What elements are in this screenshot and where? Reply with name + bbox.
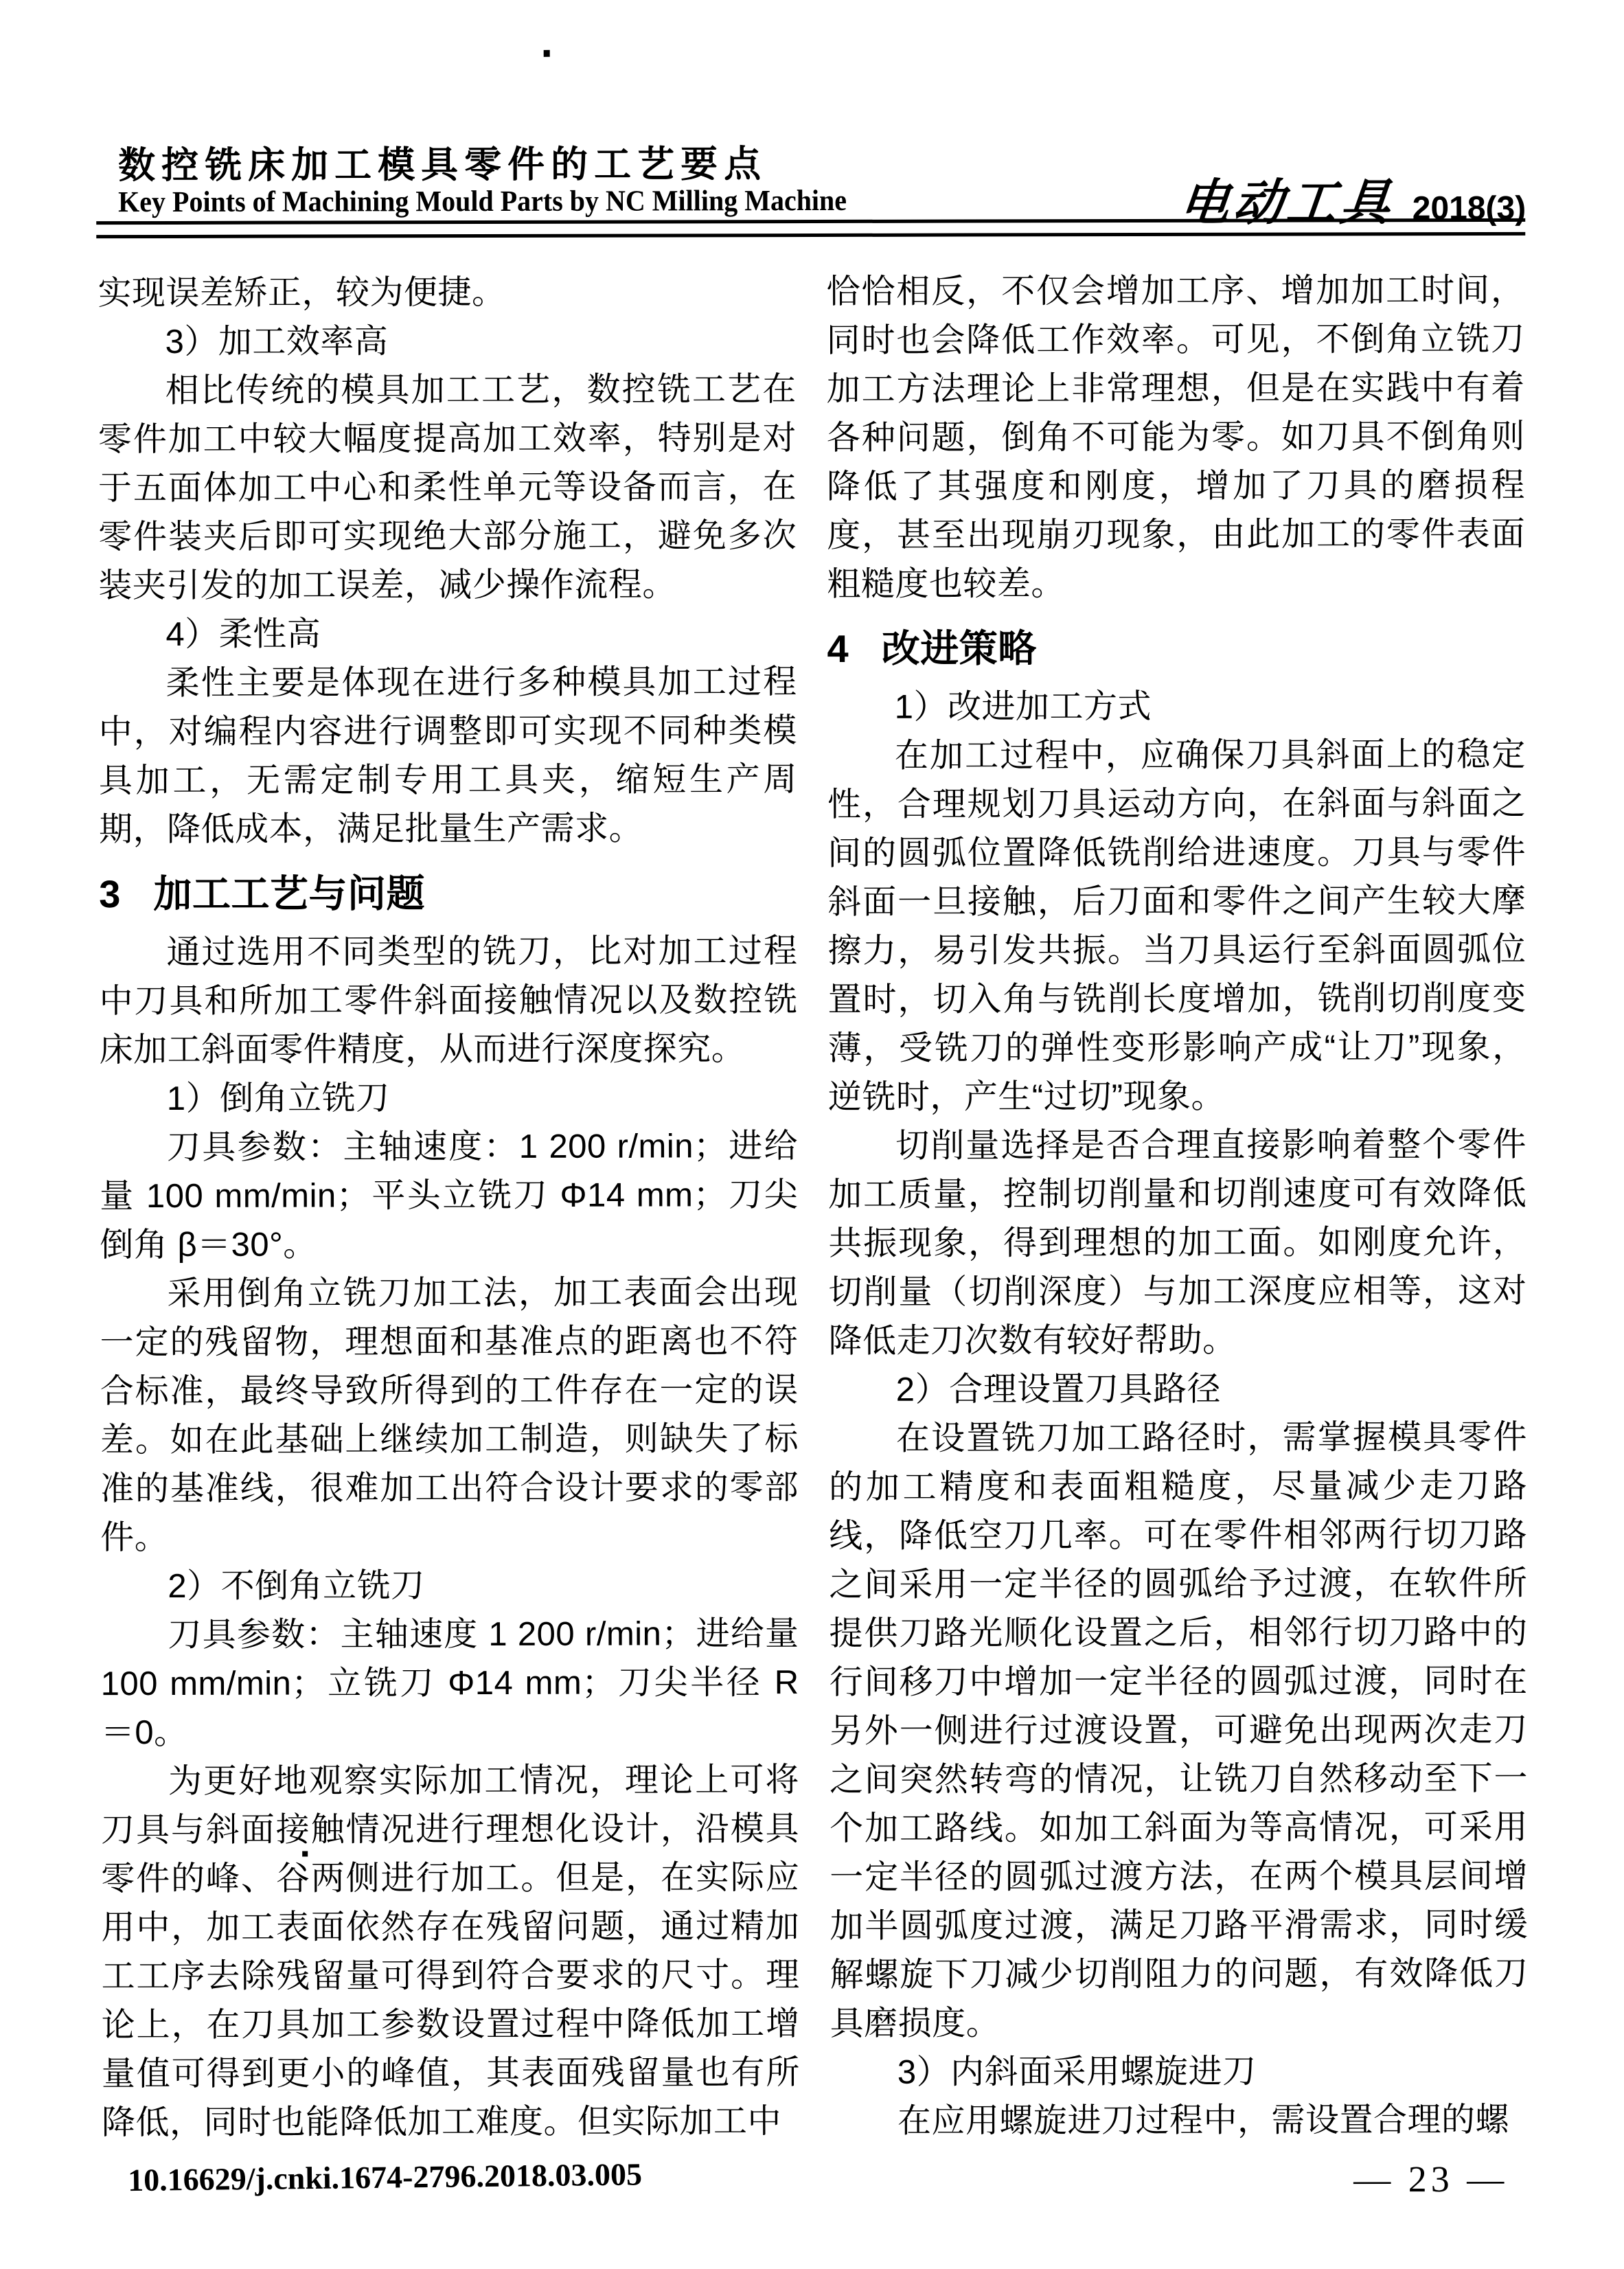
paragraph: 在加工过程中，应确保刀具斜面上的稳定性，合理规划刀具运动方向，在斜面与斜面之间的圆弧位置降低铣削给进速度。刀具与零件斜面一旦接触，后刀面和零件之间产生较大摩擦力，易引发共振。当刀具运行至斜面圆弧位置时，切入角与铣削长度增加，铣削切削度变薄，受铣刀的弹性变形影响产成“让刀”现象，逆铣时，产生“过切”现象。 [827,736,1526,1116]
paragraph: 4）柔性高 [165,615,321,653]
section-heading [827,626,1525,671]
header-double-rule [96,218,1525,238]
paragraph: 2）不倒角立铣刀 [168,1567,425,1605]
section-number: 3 [99,872,121,916]
paragraph-continuation: 恰恰相反，不仅会增加工序、增加加工时间，同时也会降低工作效率。可见，不倒角立铣刀加工方法理论上非常理想，但是在实践中有着各种问题，倒角不可能为零。如刀具不倒角则降低了其强度和刚度，增加了刀具的磨损程度，甚至出现崩刃现象，由此加工的零件表面粗糙度也较差。 [826,271,1526,603]
paragraph: 刀具参数：主轴速度 1 200 r/min；进给量 100 mm/min；立铣刀 Φ14 mm；刀尖半径 R＝0。 [100,1615,799,1752]
section-title: 加工工艺与问题 [153,871,426,916]
paragraph: 在设置铣刀加工路径时，需掌握模具零件的加工精度和表面粗糙度，尽量减少走刀路线，降低空刀几率。可在零件相邻两行切刀路之间采用一定半径的圆弧给予过渡，在软件所提供刀路光顺化设置之后，相邻行切刀路中的行间移刀中增加一定半径的圆弧过渡，同时在另外一侧进行过渡设置，可避免出现两次走刀之间突然转弯的情况，让铣刀自然移动至下一个加工路线。如加工斜面为等高情况，可采用一定半径的圆弧过渡方法，在两个模具层间增加半圆弧度过渡，满足刀路平滑需求，同时缓解螺旋下刀减少切削阻力的问题，有效降低刀具磨损度。 [829,1418,1529,2042]
paragraph: 相比传统的模具加工工艺，数控铣工艺在零件加工中较大幅度提高加工效率，特别是对于五面体加工中心和柔性单元等设备而言，在零件装夹后即可实现绝大部分施工，避免多次装夹引发的加工误差，减少操作流程。 [98,371,797,605]
article-title-chinese: 数控铣床加工模具零件的工艺要点 [117,144,768,187]
section-number: 4 [827,626,849,670]
paragraph: 刀具参数：主轴速度：1 200 r/min；进给量 100 mm/min；平头立铣刀 Φ14 mm；刀尖倒角 β＝30°。 [100,1128,799,1264]
paragraph: 1）改进加工方式 [894,687,1152,726]
paragraph: 通过选用不同类型的铣刀，比对加工过程中刀具和所加工零件斜面接触情况以及数控铣床加工斜面零件精度，从而进行深度探究。 [99,933,798,1069]
paragraph: 为更好地观察实际加工情况，理论上可将刀具与斜面接触情况进行理想化设计，沿模具零件的峰、谷两侧进行加工。但是，在实际应用中，加工表面依然存在残留问题，通过精加工工序去除残留量可得到符合要求的尺寸。理论上，在刀具加工参数设置过程中降低加工增量值可得到更小的峰值，其表面残留量也有所降低，同时也能降低加工难度。但实际加工中 [101,1761,800,2142]
right-column [826,266,1529,2146]
article-body [98,266,1529,2147]
doi-text: 10.16629/j.cnki.1674-2796.2018.03.005 [127,2156,643,2198]
section-heading [99,871,797,916]
journal-logo: 电动工具 [1176,175,1397,231]
paragraph: 在应用螺旋进刀过程中，需设置合理的螺 [897,2101,1510,2140]
paragraph-continuation: 实现误差矫正，较为便捷。 [98,273,506,312]
paragraph: 1）倒角立铣刀 [166,1080,390,1117]
scan-speck [544,50,550,57]
left-column [98,268,800,2147]
page-number: — 23 — [1353,2158,1509,2200]
paragraph: 采用倒角立铣刀加工法，加工表面会出现一定的残留物，理想面和基准点的距离也不符合标准，最终导致所得到的工件存在一定的误差。如在此基础上继续加工制造，则缺失了标准的基准线，很难加工出符合设计要求的零部件。 [100,1274,799,1557]
section-title: 改进策略 [881,626,1037,670]
journal-issue: 2018(3) [1412,190,1526,227]
paragraph: 柔性主要是体现在进行多种模具加工过程中，对编程内容进行调整即可实现不同种类模具加工，无需定制专用工具夹，缩短生产周期，降低成本，满足批量生产需求。 [98,663,797,849]
paragraph: 2）合理设置刀具路径 [895,1370,1222,1409]
paragraph: 切削量选择是否合理直接影响着整个零件加工质量，控制切削量和切削速度可有效降低共振现象，得到理想的加工面。如刚度允许，切削量（切削深度）与加工深度应相等，这对降低走刀次数有较好帮助。 [828,1126,1527,1360]
article-title-english: Key Points of Machining Mould Parts by NC Milling Machine [118,184,847,219]
paragraph: 3）内斜面采用螺旋进刀 [897,2053,1257,2091]
scan-speck [302,1851,308,1857]
paragraph: 3）加工效率高 [165,323,389,361]
